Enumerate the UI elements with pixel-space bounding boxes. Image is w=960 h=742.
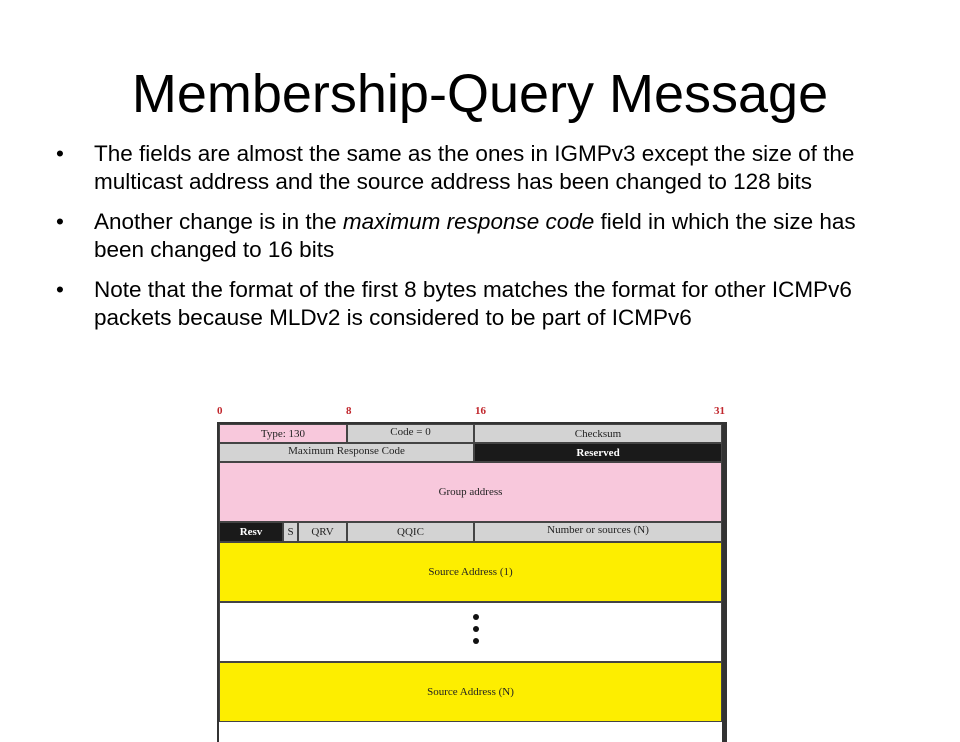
ellipsis-area — [219, 602, 722, 662]
bullet-text — [94, 209, 856, 262]
bullet-text-part: Another change is in the — [94, 209, 343, 234]
reserved-field: Reserved — [474, 443, 722, 462]
bit-number-31: 31 — [714, 405, 725, 417]
source-address-1-field: Source Address (1) — [219, 542, 722, 602]
max-response-code-field: Maximum Response Code — [219, 443, 474, 462]
bullet-list — [56, 140, 906, 344]
code-field: Code = 0 — [347, 424, 474, 443]
mldv2-query-format-diagram — [213, 405, 731, 720]
bit-number-16: 16 — [475, 405, 486, 417]
ellipsis-dot-icon — [473, 614, 479, 620]
bullet-item — [56, 208, 906, 264]
ellipsis-dot-icon — [473, 626, 479, 632]
bullet-text-part: field in which the size has been changed to 16 bits — [94, 209, 856, 262]
ellipsis-dot-icon — [473, 638, 479, 644]
packet-frame — [217, 422, 727, 742]
type-field: Type: 130 — [219, 424, 347, 443]
slide-title: Membership-Query Message — [131, 64, 829, 124]
bit-number-0: 0 — [217, 405, 223, 417]
bullet-icon: • — [56, 141, 64, 166]
s-flag-field: S — [283, 522, 298, 542]
number-of-sources-field: Number or sources (N) — [474, 522, 722, 542]
bit-number-8: 8 — [346, 405, 352, 417]
resv-field: Resv — [219, 522, 283, 542]
bullet-icon: • — [56, 209, 64, 234]
bullet-icon: • — [56, 277, 64, 302]
bullet-item — [56, 276, 906, 332]
source-address-n-field: Source Address (N) — [219, 662, 722, 722]
checksum-field: Checksum — [474, 424, 722, 443]
bullet-item — [56, 140, 906, 196]
bullet-text: The fields are almost the same as the ones in IGMPv3 except the size of the multicast address and the source address has been changed to 128 bits — [94, 141, 855, 194]
bullet-text: Note that the format of the first 8 bytes matches the format for other ICMPv6 packets because MLDv2 is considered to be part of ICMPv6 — [94, 277, 852, 330]
qqic-field: QQIC — [347, 522, 474, 542]
qrv-field: QRV — [298, 522, 347, 542]
bullet-emphasis: maximum response code — [342, 209, 595, 234]
group-address-field: Group address — [219, 462, 722, 522]
